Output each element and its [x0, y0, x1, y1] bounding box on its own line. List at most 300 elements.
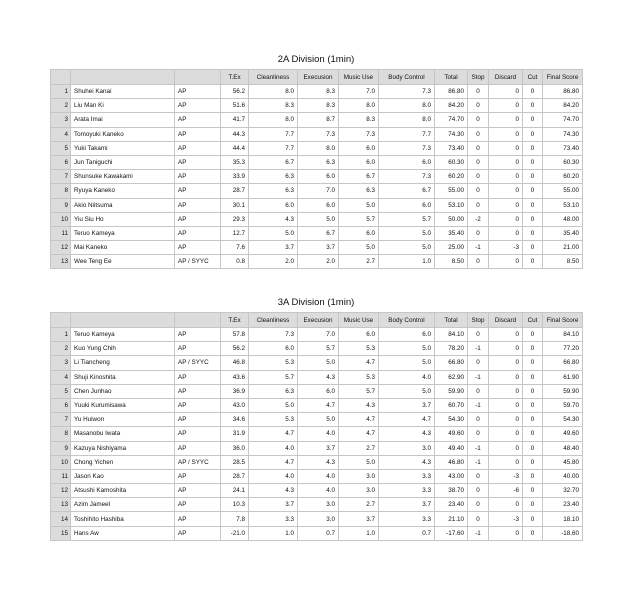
- cell-discard: 0: [489, 127, 523, 141]
- cell-body-control: 0.7: [379, 526, 435, 540]
- cell-discard: 0: [489, 85, 523, 99]
- cell-total: 84.10: [435, 328, 468, 342]
- cell-tex: 0.8: [221, 255, 249, 269]
- cell-execusion: 4.0: [298, 469, 339, 483]
- cell-name: Masanobu Iwata: [71, 427, 175, 441]
- cell-music-use: 7.0: [339, 85, 379, 99]
- cell-execusion: 5.0: [298, 413, 339, 427]
- cell-rank: 5: [51, 384, 71, 398]
- cell-tex: 10.3: [221, 498, 249, 512]
- cell-rank: 7: [51, 413, 71, 427]
- cell-stop: 0: [468, 255, 489, 269]
- cell-body-control: 5.7: [379, 212, 435, 226]
- cell-execusion: 4.3: [298, 455, 339, 469]
- cell-cleanliness: 6.0: [249, 342, 298, 356]
- cell-club: AP: [175, 198, 221, 212]
- table-row: [51, 113, 583, 127]
- table-row: [51, 141, 583, 155]
- cell-music-use: 3.0: [339, 469, 379, 483]
- cell-discard: 0: [489, 384, 523, 398]
- cell-tex: 41.7: [221, 113, 249, 127]
- table-row: [51, 370, 583, 384]
- cell-name: Chong Yichen: [71, 455, 175, 469]
- cell-cut: 0: [523, 328, 543, 342]
- cell-body-control: 4.3: [379, 455, 435, 469]
- cell-body-control: 6.0: [379, 155, 435, 169]
- cell-execusion: 6.0: [298, 384, 339, 398]
- table-row: [51, 226, 583, 240]
- cell-discard: 0: [489, 526, 523, 540]
- cell-final-score: 60.30: [543, 155, 583, 169]
- cell-name: Atsushi Kamoshita: [71, 484, 175, 498]
- cell-execusion: 3.7: [298, 241, 339, 255]
- cell-total: 62.90: [435, 370, 468, 384]
- cell-name: Teruo Kameya: [71, 328, 175, 342]
- cell-discard: 0: [489, 370, 523, 384]
- table-row: [51, 413, 583, 427]
- cell-total: 78.20: [435, 342, 468, 356]
- cell-music-use: 3.7: [339, 512, 379, 526]
- cell-tex: 7.8: [221, 512, 249, 526]
- cell-name: Shuji Kinoshita: [71, 370, 175, 384]
- cell-discard: -3: [489, 241, 523, 255]
- cell-rank: 9: [51, 441, 71, 455]
- cell-club: AP: [175, 484, 221, 498]
- cell-cut: 0: [523, 155, 543, 169]
- cell-cleanliness: 4.3: [249, 212, 298, 226]
- cell-rank: 4: [51, 127, 71, 141]
- cell-total: 60.30: [435, 155, 468, 169]
- table-row: [51, 384, 583, 398]
- column-header-discard: Discard: [489, 70, 523, 85]
- cell-tex: 28.7: [221, 184, 249, 198]
- cell-cut: 0: [523, 441, 543, 455]
- cell-cleanliness: 2.0: [249, 255, 298, 269]
- cell-body-control: 7.7: [379, 127, 435, 141]
- cell-execusion: 8.3: [298, 99, 339, 113]
- cell-tex: 7.6: [221, 241, 249, 255]
- cell-rank: 14: [51, 512, 71, 526]
- cell-tex: 56.2: [221, 342, 249, 356]
- cell-rank: 8: [51, 184, 71, 198]
- column-header-total: Total: [435, 70, 468, 85]
- cell-rank: 2: [51, 99, 71, 113]
- column-header-final-score: Final Score: [543, 70, 583, 85]
- cell-tex: 46.8: [221, 356, 249, 370]
- cell-body-control: 5.0: [379, 226, 435, 240]
- cell-stop: 0: [468, 184, 489, 198]
- cell-final-score: 59.90: [543, 384, 583, 398]
- cell-cut: 0: [523, 85, 543, 99]
- cell-cut: 0: [523, 99, 543, 113]
- cell-body-control: 7.3: [379, 141, 435, 155]
- cell-club: AP / SYYC: [175, 255, 221, 269]
- cell-rank: 13: [51, 498, 71, 512]
- cell-total: 49.40: [435, 441, 468, 455]
- cell-final-score: 45.80: [543, 455, 583, 469]
- cell-tex: 36.9: [221, 384, 249, 398]
- cell-final-score: 54.30: [543, 413, 583, 427]
- cell-body-control: 5.0: [379, 356, 435, 370]
- cell-discard: 0: [489, 398, 523, 412]
- cell-cleanliness: 7.3: [249, 328, 298, 342]
- cell-total: 25.00: [435, 241, 468, 255]
- cell-stop: 0: [468, 328, 489, 342]
- cell-discard: 0: [489, 498, 523, 512]
- division-title: 3A Division (1min): [277, 297, 355, 308]
- division-3a: [50, 296, 582, 541]
- cell-stop: 0: [468, 484, 489, 498]
- cell-club: AP: [175, 141, 221, 155]
- cell-discard: 0: [489, 170, 523, 184]
- cell-name: Shuhei Kanai: [71, 85, 175, 99]
- cell-rank: 10: [51, 455, 71, 469]
- cell-body-control: 4.3: [379, 427, 435, 441]
- cell-stop: 0: [468, 498, 489, 512]
- cell-music-use: 4.7: [339, 427, 379, 441]
- cell-cut: 0: [523, 498, 543, 512]
- cell-cleanliness: 5.0: [249, 398, 298, 412]
- cell-execusion: 4.0: [298, 427, 339, 441]
- column-header-cleanliness: Cleanliness: [249, 313, 298, 328]
- cell-cut: 0: [523, 127, 543, 141]
- cell-final-score: 74.30: [543, 127, 583, 141]
- cell-club: AP: [175, 342, 221, 356]
- cell-final-score: 48.40: [543, 441, 583, 455]
- cell-club: AP: [175, 441, 221, 455]
- cell-body-control: 5.0: [379, 342, 435, 356]
- cell-total: -17.60: [435, 526, 468, 540]
- table-row: [51, 155, 583, 169]
- cell-final-score: 53.10: [543, 198, 583, 212]
- cell-music-use: 5.7: [339, 384, 379, 398]
- cell-stop: 0: [468, 413, 489, 427]
- cell-rank: 6: [51, 398, 71, 412]
- cell-stop: 0: [468, 427, 489, 441]
- cell-discard: 0: [489, 356, 523, 370]
- cell-stop: 0: [468, 226, 489, 240]
- cell-final-score: 8.50: [543, 255, 583, 269]
- cell-rank: 9: [51, 198, 71, 212]
- cell-discard: -3: [489, 512, 523, 526]
- cell-cut: 0: [523, 170, 543, 184]
- column-header-discard: Discard: [489, 313, 523, 328]
- cell-name: Liu Man Ki: [71, 99, 175, 113]
- cell-cut: 0: [523, 198, 543, 212]
- cell-stop: 0: [468, 141, 489, 155]
- cell-name: Yuki Takami: [71, 141, 175, 155]
- cell-total: 55.00: [435, 184, 468, 198]
- cell-tex: 12.7: [221, 226, 249, 240]
- cell-rank: 12: [51, 241, 71, 255]
- cell-total: 53.10: [435, 198, 468, 212]
- cell-discard: 0: [489, 113, 523, 127]
- cell-cleanliness: 5.0: [249, 226, 298, 240]
- table-row: [51, 526, 583, 540]
- cell-tex: 28.7: [221, 469, 249, 483]
- cell-tex: 44.3: [221, 127, 249, 141]
- cell-rank: 15: [51, 526, 71, 540]
- cell-final-score: 35.40: [543, 226, 583, 240]
- cell-body-control: 8.0: [379, 113, 435, 127]
- cell-final-score: 49.60: [543, 427, 583, 441]
- cell-execusion: 5.0: [298, 212, 339, 226]
- cell-cleanliness: 8.0: [249, 113, 298, 127]
- column-header-cut: Cut: [523, 313, 543, 328]
- cell-club: AP: [175, 370, 221, 384]
- cell-total: 74.30: [435, 127, 468, 141]
- cell-final-score: 61.90: [543, 370, 583, 384]
- cell-total: 86.80: [435, 85, 468, 99]
- table-row: [51, 85, 583, 99]
- cell-rank: 13: [51, 255, 71, 269]
- cell-name: Yiu Siu Ho: [71, 212, 175, 226]
- cell-music-use: 6.7: [339, 170, 379, 184]
- column-header-name: [71, 313, 175, 328]
- cell-discard: 0: [489, 226, 523, 240]
- table-row: [51, 427, 583, 441]
- table-row: [51, 241, 583, 255]
- cell-name: Akio Niitsuma: [71, 198, 175, 212]
- cell-club: AP: [175, 184, 221, 198]
- cell-rank: 11: [51, 469, 71, 483]
- cell-cut: 0: [523, 512, 543, 526]
- table-row: [51, 484, 583, 498]
- cell-music-use: 5.0: [339, 241, 379, 255]
- cell-tex: 28.5: [221, 455, 249, 469]
- cell-tex: 44.4: [221, 141, 249, 155]
- cell-execusion: 3.0: [298, 498, 339, 512]
- cell-rank: 4: [51, 370, 71, 384]
- cell-club: AP: [175, 427, 221, 441]
- cell-discard: 0: [489, 184, 523, 198]
- cell-final-score: 74.70: [543, 113, 583, 127]
- cell-execusion: 5.0: [298, 356, 339, 370]
- cell-rank: 5: [51, 141, 71, 155]
- cell-stop: -1: [468, 342, 489, 356]
- cell-club: AP: [175, 99, 221, 113]
- cell-cleanliness: 4.3: [249, 484, 298, 498]
- cell-rank: 12: [51, 484, 71, 498]
- cell-cut: 0: [523, 384, 543, 398]
- cell-music-use: 1.0: [339, 526, 379, 540]
- cell-body-control: 3.7: [379, 498, 435, 512]
- cell-music-use: 2.7: [339, 498, 379, 512]
- table-row: [51, 170, 583, 184]
- cell-execusion: 8.3: [298, 85, 339, 99]
- cell-cut: 0: [523, 370, 543, 384]
- cell-music-use: 8.0: [339, 99, 379, 113]
- column-header-tex: T.Ex: [221, 313, 249, 328]
- cell-name: Shunsuke Kawakami: [71, 170, 175, 184]
- cell-music-use: 8.3: [339, 113, 379, 127]
- cell-body-control: 3.3: [379, 512, 435, 526]
- cell-stop: 0: [468, 170, 489, 184]
- cell-execusion: 5.7: [298, 342, 339, 356]
- cell-body-control: 5.0: [379, 384, 435, 398]
- cell-discard: 0: [489, 155, 523, 169]
- cell-name: Tomoyuki Kaneko: [71, 127, 175, 141]
- cell-rank: 7: [51, 170, 71, 184]
- cell-music-use: 2.7: [339, 255, 379, 269]
- cell-cleanliness: 6.3: [249, 384, 298, 398]
- cell-name: Toshihito Hashiba: [71, 512, 175, 526]
- table-row: [51, 356, 583, 370]
- cell-total: 35.40: [435, 226, 468, 240]
- cell-final-score: 23.40: [543, 498, 583, 512]
- column-header-tex: T.Ex: [221, 70, 249, 85]
- cell-discard: 0: [489, 141, 523, 155]
- cell-name: Arata Imai: [71, 113, 175, 127]
- cell-club: AP: [175, 384, 221, 398]
- cell-club: AP: [175, 85, 221, 99]
- cell-body-control: 4.7: [379, 413, 435, 427]
- cell-tex: 56.2: [221, 85, 249, 99]
- table-row: [51, 99, 583, 113]
- cell-rank: 1: [51, 85, 71, 99]
- cell-music-use: 5.0: [339, 455, 379, 469]
- cell-cleanliness: 4.0: [249, 469, 298, 483]
- column-header-club: [175, 313, 221, 328]
- cell-name: Kuo Yung Chih: [71, 342, 175, 356]
- cell-final-score: 55.00: [543, 184, 583, 198]
- column-header-body-control: Body Control: [379, 313, 435, 328]
- table-row: [51, 398, 583, 412]
- cell-cleanliness: 6.0: [249, 198, 298, 212]
- cell-club: AP / SYYC: [175, 455, 221, 469]
- cell-music-use: 3.0: [339, 484, 379, 498]
- cell-execusion: 0.7: [298, 526, 339, 540]
- cell-cleanliness: 1.0: [249, 526, 298, 540]
- cell-name: Yuuki Kurumisawa: [71, 398, 175, 412]
- cell-rank: 8: [51, 427, 71, 441]
- cell-stop: -1: [468, 370, 489, 384]
- cell-music-use: 5.3: [339, 342, 379, 356]
- cell-name: Chen Junhao: [71, 384, 175, 398]
- cell-stop: -2: [468, 212, 489, 226]
- cell-discard: 0: [489, 427, 523, 441]
- cell-club: AP: [175, 170, 221, 184]
- cell-final-score: -18.60: [543, 526, 583, 540]
- cell-cleanliness: 8.0: [249, 85, 298, 99]
- results-table: [50, 312, 583, 541]
- cell-body-control: 4.0: [379, 370, 435, 384]
- cell-cleanliness: 3.3: [249, 512, 298, 526]
- cell-cleanliness: 6.3: [249, 184, 298, 198]
- column-header-execusion: Execusion: [298, 313, 339, 328]
- cell-body-control: 3.3: [379, 469, 435, 483]
- cell-cut: 0: [523, 413, 543, 427]
- cell-stop: 0: [468, 99, 489, 113]
- cell-discard: 0: [489, 455, 523, 469]
- cell-club: AP: [175, 512, 221, 526]
- cell-tex: 35.3: [221, 155, 249, 169]
- table-row: [51, 441, 583, 455]
- cell-discard: 0: [489, 212, 523, 226]
- header-row: [51, 313, 583, 328]
- cell-cleanliness: 5.3: [249, 356, 298, 370]
- cell-cleanliness: 5.7: [249, 370, 298, 384]
- cell-name: Mai Kaneko: [71, 241, 175, 255]
- cell-final-score: 73.40: [543, 141, 583, 155]
- cell-stop: 0: [468, 198, 489, 212]
- cell-execusion: 6.0: [298, 170, 339, 184]
- cell-total: 8.50: [435, 255, 468, 269]
- cell-execusion: 2.0: [298, 255, 339, 269]
- cell-tex: 34.6: [221, 413, 249, 427]
- cell-cut: 0: [523, 184, 543, 198]
- cell-cleanliness: 5.3: [249, 413, 298, 427]
- cell-cut: 0: [523, 113, 543, 127]
- cell-music-use: 5.7: [339, 212, 379, 226]
- cell-final-score: 59.70: [543, 398, 583, 412]
- cell-cleanliness: 3.7: [249, 241, 298, 255]
- column-header-body-control: Body Control: [379, 70, 435, 85]
- cell-total: 74.70: [435, 113, 468, 127]
- column-header-final-score: Final Score: [543, 313, 583, 328]
- cell-body-control: 7.3: [379, 85, 435, 99]
- cell-total: 38.70: [435, 484, 468, 498]
- cell-total: 21.10: [435, 512, 468, 526]
- cell-stop: 0: [468, 356, 489, 370]
- cell-stop: -1: [468, 455, 489, 469]
- cell-discard: 0: [489, 328, 523, 342]
- cell-rank: 3: [51, 113, 71, 127]
- column-header-execusion: Execusion: [298, 70, 339, 85]
- cell-total: 43.00: [435, 469, 468, 483]
- cell-total: 84.20: [435, 99, 468, 113]
- cell-execusion: 4.3: [298, 370, 339, 384]
- column-header-name: [71, 70, 175, 85]
- cell-execusion: 7.0: [298, 184, 339, 198]
- cell-execusion: 7.3: [298, 127, 339, 141]
- cell-final-score: 40.00: [543, 469, 583, 483]
- cell-stop: 0: [468, 113, 489, 127]
- cell-cut: 0: [523, 455, 543, 469]
- cell-rank: 2: [51, 342, 71, 356]
- cell-discard: 0: [489, 413, 523, 427]
- cell-execusion: 6.7: [298, 226, 339, 240]
- cell-tex: 57.8: [221, 328, 249, 342]
- cell-club: AP: [175, 469, 221, 483]
- cell-execusion: 3.7: [298, 441, 339, 455]
- column-header-club: [175, 70, 221, 85]
- cell-total: 46.80: [435, 455, 468, 469]
- cell-stop: 0: [468, 512, 489, 526]
- cell-club: AP: [175, 127, 221, 141]
- cell-stop: -1: [468, 398, 489, 412]
- cell-tex: 43.0: [221, 398, 249, 412]
- cell-music-use: 6.0: [339, 328, 379, 342]
- cell-body-control: 8.0: [379, 99, 435, 113]
- cell-final-score: 18.10: [543, 512, 583, 526]
- cell-club: AP / SYYC: [175, 356, 221, 370]
- cell-club: AP: [175, 113, 221, 127]
- cell-execusion: 6.3: [298, 155, 339, 169]
- division-2a: [50, 53, 582, 269]
- cell-execusion: 7.0: [298, 328, 339, 342]
- cell-cut: 0: [523, 484, 543, 498]
- division-title: 2A Division (1min): [277, 54, 355, 65]
- table-row: [51, 328, 583, 342]
- cell-rank: 11: [51, 226, 71, 240]
- cell-cleanliness: 7.7: [249, 141, 298, 155]
- cell-cut: 0: [523, 398, 543, 412]
- cell-final-score: 32.70: [543, 484, 583, 498]
- cell-music-use: 7.3: [339, 127, 379, 141]
- cell-club: AP: [175, 526, 221, 540]
- cell-cleanliness: 6.3: [249, 170, 298, 184]
